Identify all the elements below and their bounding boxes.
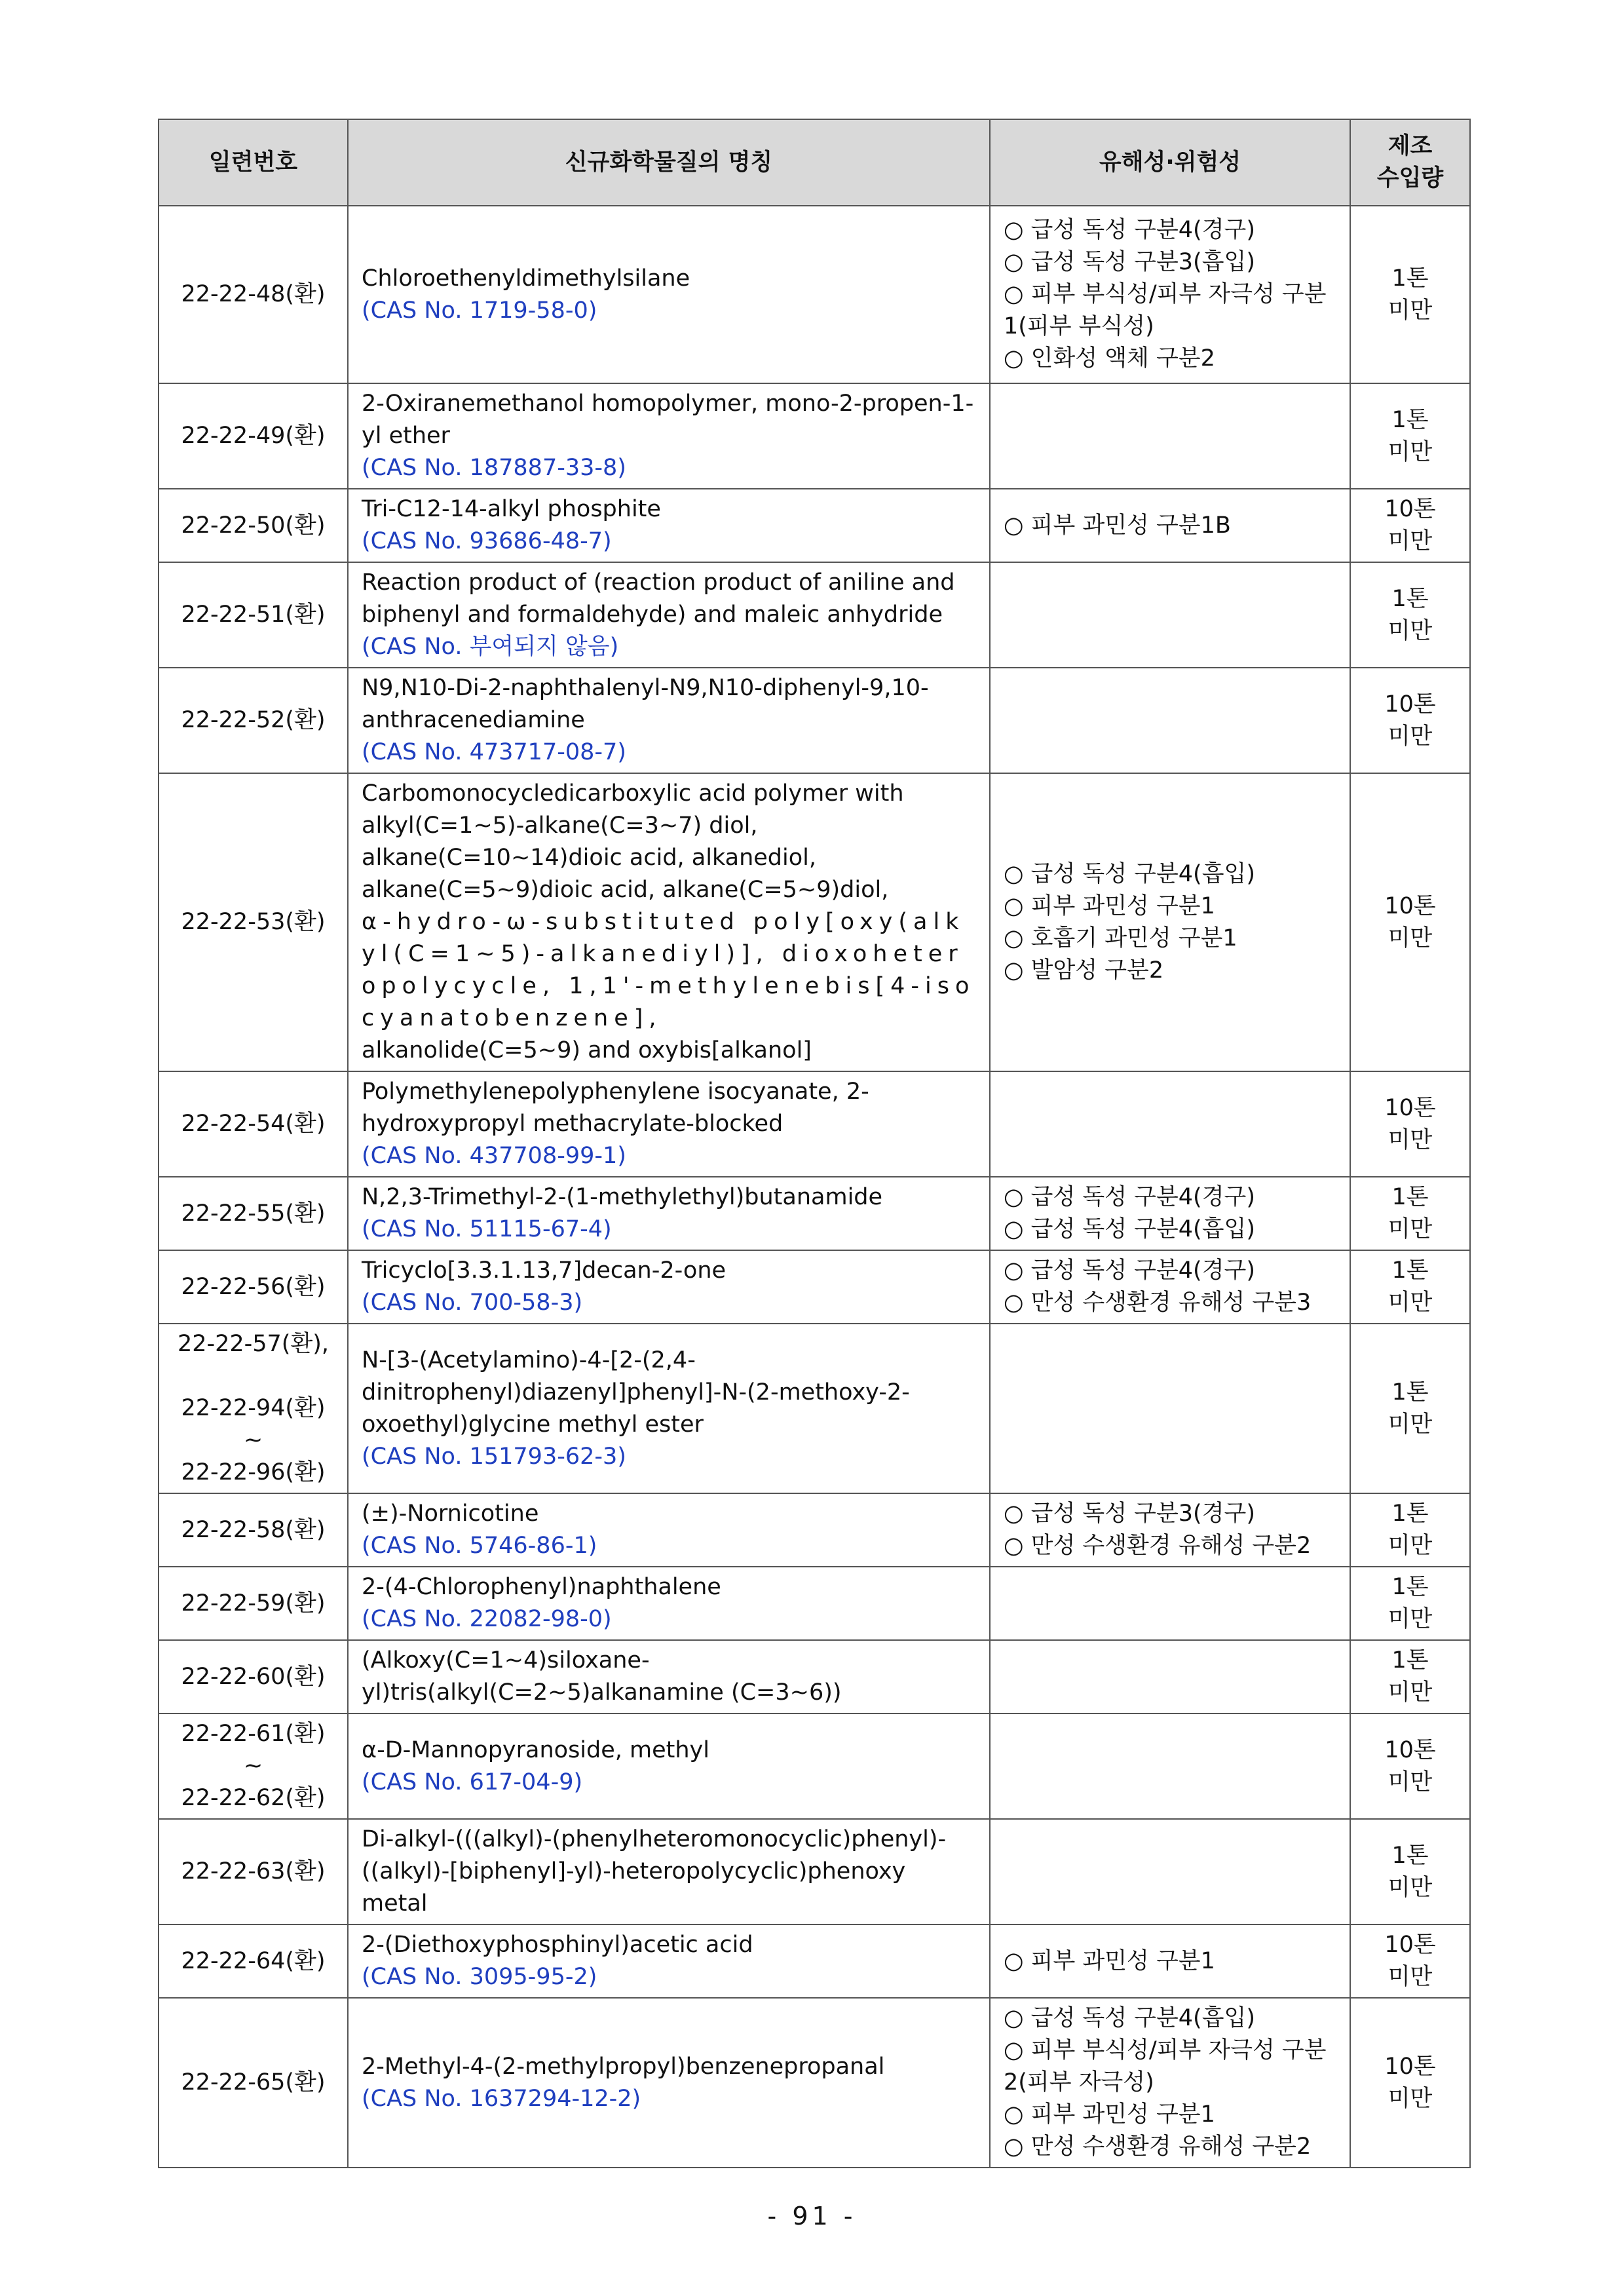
serial-number: 22-22-48(환) (181, 281, 326, 307)
table-row (159, 383, 1470, 489)
quantity-cell (1350, 773, 1470, 1071)
substance-name-cell (348, 1640, 990, 1713)
serial-number: 22-22-49(환) (181, 423, 326, 449)
hazard-cell (990, 1177, 1350, 1250)
table-row (159, 773, 1470, 1071)
substance-name: (±)-Nornicotine (362, 1501, 539, 1527)
serial-cell (159, 1177, 348, 1250)
quantity-value: 10톤 (1384, 691, 1436, 718)
quantity-cell (1350, 1177, 1470, 1250)
hazard-cell (990, 489, 1350, 562)
substance-name: 2-Oxiranemethanol homopolymer, mono-2-propen-1-yl ether (362, 391, 974, 449)
substance-name-cell (348, 1071, 990, 1177)
substance-name: 2-(Diethoxyphosphinyl)acetic acid (362, 1932, 753, 1958)
quantity-value: 미만 (1388, 2085, 1433, 2112)
header-serial: 일련번호 (159, 119, 348, 206)
quantity-value: 1톤 (1391, 1257, 1429, 1284)
cas-number: (CAS No. 1719-58-0) (362, 297, 597, 324)
serial-number (172, 1360, 334, 1392)
quantity-value: 미만 (1388, 723, 1433, 750)
hazard-cell (990, 1071, 1350, 1177)
substance-name-cell (348, 1324, 990, 1493)
hazard-cell (990, 562, 1350, 668)
quantity-value: 10톤 (1384, 1932, 1436, 1958)
page-number: - 91 - (767, 2202, 857, 2230)
substance-name-cell (348, 1567, 990, 1640)
substance-name: α-D-Mannopyranoside, methyl (362, 1736, 709, 1763)
quantity-value: 미만 (1388, 1290, 1433, 1316)
hazard-cell (990, 668, 1350, 773)
quantity-value: 1톤 (1391, 1501, 1429, 1527)
cas-number: (CAS No. 187887-33-8) (362, 455, 626, 481)
quantity-cell (1350, 1924, 1470, 1998)
hazard-cell (990, 1324, 1350, 1493)
quantity-cell (1350, 1493, 1470, 1567)
serial-cell (159, 206, 348, 383)
table-row (159, 1324, 1470, 1493)
quantity-value: 10톤 (1384, 892, 1436, 919)
table-row (159, 1493, 1470, 1567)
substance-name: Chloroethenyldimethylsilane (362, 265, 690, 292)
quantity-cell (1350, 1324, 1470, 1493)
serial-number: 22-22-50(환) (181, 512, 326, 539)
table-row (159, 1640, 1470, 1713)
hazard-item: ○ 급성 독성 구분4(경구) (1004, 217, 1255, 243)
hazard-cell (990, 206, 1350, 383)
header-name: 신규화학물질의 명칭 (348, 119, 990, 206)
serial-cell (159, 668, 348, 773)
table-row (159, 1177, 1470, 1250)
serial-number: 22-22-52(환) (181, 707, 326, 733)
quantity-value: 미만 (1388, 1126, 1433, 1153)
cas-number: (CAS No. 473717-08-7) (362, 739, 626, 765)
cas-number: (CAS No. 437708-99-1) (362, 1143, 626, 1169)
quantity-cell (1350, 1071, 1470, 1177)
table-row (159, 1567, 1470, 1640)
header-hazard: 유해성·위험성 (990, 119, 1350, 206)
substance-name-cell (348, 383, 990, 489)
serial-number: ~ (243, 1753, 263, 1779)
serial-number: 22-22-94(환) (181, 1395, 326, 1421)
serial-number: 22-22-61(환) (181, 1721, 326, 1747)
hazard-item: ○ 피부 부식성/피부 자극성 구분2(피부 자극성) (1004, 2037, 1327, 2095)
hazard-item: ○ 호흡기 과민성 구분1 (1004, 925, 1237, 951)
substance-name-cell (348, 489, 990, 562)
header-qty-line1: 제조 (1388, 133, 1433, 159)
header-qty (1350, 119, 1470, 206)
substance-name: 2-(4-Chlorophenyl)naphthalene (362, 1574, 721, 1600)
serial-cell (159, 562, 348, 668)
quantity-cell (1350, 383, 1470, 489)
substance-name: alkanolide(C=5~9) and oxybis[alkanol] (362, 1037, 812, 1063)
table-row (159, 1071, 1470, 1177)
substance-name-cell (348, 562, 990, 668)
quantity-value: 미만 (1388, 1874, 1433, 1901)
cas-number: (CAS No. 151793-62-3) (362, 1443, 626, 1470)
serial-number: 22-22-51(환) (181, 602, 326, 628)
substance-name: N,2,3-Trimethyl-2-(1-methylethyl)butanamide (362, 1184, 883, 1210)
substance-name-cell (348, 1493, 990, 1567)
table-row (159, 206, 1470, 383)
substance-name: Reaction product of (reaction product of aniline and biphenyl and formaldehyde) and maleic anhydride (362, 569, 955, 628)
serial-cell (159, 489, 348, 562)
quantity-value: 10톤 (1384, 1094, 1436, 1121)
serial-cell (159, 1819, 348, 1924)
serial-number: 22-22-57(환), (177, 1331, 330, 1357)
quantity-cell (1350, 562, 1470, 668)
hazard-item: ○ 피부 부식성/피부 자극성 구분1(피부 부식성) (1004, 281, 1327, 339)
table-row (159, 668, 1470, 773)
substance-name: (Alkoxy(C=1~4)siloxane-yl)tris(alkyl(C=2~5)alkanamine (C=3~6)) (362, 1647, 842, 1706)
hazard-item: ○ 피부 과민성 구분1B (1004, 512, 1231, 539)
hazard-item: ○ 급성 독성 구분3(흡입) (1004, 249, 1255, 275)
hazard-cell (990, 1250, 1350, 1324)
quantity-value: 1톤 (1391, 1184, 1429, 1210)
quantity-cell (1350, 1998, 1470, 2168)
hazard-cell (990, 1640, 1350, 1713)
hazard-item: ○ 만성 수생환경 유해성 구분2 (1004, 1533, 1312, 1559)
quantity-value: 10톤 (1384, 496, 1436, 522)
cas-number: (CAS No. 93686-48-7) (362, 528, 612, 554)
hazard-item: ○ 피부 과민성 구분1 (1004, 1947, 1215, 1974)
serial-number: 22-22-55(환) (181, 1200, 326, 1227)
hazard-item: ○ 발암성 구분2 (1004, 957, 1164, 984)
cas-number: (CAS No. 3095-95-2) (362, 1964, 597, 1990)
quantity-value: 미만 (1388, 1216, 1433, 1242)
substance-name: 2-Methyl-4-(2-methylpropyl)benzenepropanal (362, 2053, 885, 2080)
substance-name-cell (348, 1177, 990, 1250)
cas-number: (CAS No. 1637294-12-2) (362, 2085, 641, 2112)
hazard-item: ○ 급성 독성 구분4(흡입) (1004, 1216, 1255, 1242)
serial-cell (159, 1713, 348, 1819)
header-qty-line2: 수입량 (1376, 165, 1444, 191)
serial-cell (159, 1493, 348, 1567)
serial-cell (159, 1924, 348, 1998)
hazard-cell (990, 1819, 1350, 1924)
hazard-cell (990, 1713, 1350, 1819)
hazard-item: ○ 인화성 액체 구분2 (1004, 345, 1215, 372)
hazard-cell (990, 773, 1350, 1071)
serial-number: 22-22-60(환) (181, 1663, 326, 1690)
table-row (159, 1819, 1470, 1924)
substance-name-cell (348, 1819, 990, 1924)
serial-number: 22-22-54(환) (181, 1111, 326, 1137)
serial-cell (159, 1324, 348, 1493)
cas-number: (CAS No. 51115-67-4) (362, 1216, 612, 1242)
substance-name: Tricyclo[3.3.1.13,7]decan-2-one (362, 1257, 727, 1284)
serial-number: 22-22-58(환) (181, 1516, 326, 1543)
quantity-cell (1350, 1713, 1470, 1819)
serial-cell (159, 1998, 348, 2168)
hazard-cell (990, 1998, 1350, 2168)
serial-number: 22-22-62(환) (181, 1785, 326, 1811)
table-row (159, 1998, 1470, 2168)
serial-number: ~ (243, 1427, 263, 1453)
hazard-item: ○ 피부 과민성 구분1 (1004, 892, 1215, 919)
quantity-value: 1톤 (1391, 585, 1429, 612)
table-header-row (159, 119, 1470, 206)
quantity-value: 1톤 (1391, 406, 1429, 433)
quantity-value: 미만 (1388, 438, 1433, 465)
quantity-value: 1톤 (1391, 1574, 1429, 1600)
hazard-cell (990, 1924, 1350, 1998)
table-row (159, 562, 1470, 668)
serial-cell (159, 1071, 348, 1177)
substance-name-cell (348, 668, 990, 773)
substance-name: Di-alkyl-(((alkyl)-(phenylheteromonocyclic)phenyl)-((alkyl)-[biphenyl]-yl)-heteropolycyclic)phenoxy metal (362, 1826, 947, 1917)
quantity-value: 10톤 (1384, 2053, 1436, 2080)
substance-name: N9,N10-Di-2-naphthalenyl-N9,N10-diphenyl-9,10-anthracenediamine (362, 675, 929, 733)
serial-number: 22-22-65(환) (181, 2069, 326, 2095)
serial-number: 22-22-56(환) (181, 1273, 326, 1300)
cas-number: (CAS No. 22082-98-0) (362, 1606, 612, 1632)
quantity-value: 1톤 (1391, 1379, 1429, 1406)
quantity-cell (1350, 1640, 1470, 1713)
hazard-item: ○ 급성 독성 구분4(흡입) (1004, 2005, 1255, 2031)
hazard-item: ○ 급성 독성 구분4(흡입) (1004, 860, 1255, 887)
serial-cell (159, 773, 348, 1071)
serial-cell (159, 1250, 348, 1324)
substance-name-cell (348, 1250, 990, 1324)
cas-number: (CAS No. 부여되지 않음) (362, 634, 619, 660)
quantity-value: 미만 (1388, 528, 1433, 554)
hazard-item: ○ 급성 독성 구분4(경구) (1004, 1257, 1255, 1284)
substance-name-cell (348, 1713, 990, 1819)
quantity-value: 미만 (1388, 1679, 1433, 1706)
substance-name-cell (348, 1924, 990, 1998)
quantity-cell (1350, 489, 1470, 562)
table-row (159, 1250, 1470, 1324)
hazard-item: ○ 급성 독성 구분4(경구) (1004, 1184, 1255, 1210)
serial-number: 22-22-59(환) (181, 1590, 326, 1617)
quantity-value: 미만 (1388, 925, 1433, 951)
substance-name: N-[3-(Acetylamino)-4-[2-(2,4-dinitrophenyl)diazenyl]phenyl]-N-(2-methoxy-2-oxoethyl)glycine methyl ester (362, 1347, 910, 1438)
quantity-value: 10톤 (1384, 1736, 1436, 1763)
substance-name: α-hydro-ω-substituted poly[oxy(alkyl(C=1~5)-alkanediyl)], dioxoheteropolycycle, 1,1'-methylenebis[4-isocyanatobenzene], (362, 909, 975, 1031)
substance-name-cell (348, 1998, 990, 2168)
hazard-item: ○ 만성 수생환경 유해성 구분3 (1004, 1290, 1312, 1316)
cas-number: (CAS No. 617-04-9) (362, 1769, 583, 1795)
quantity-value: 1톤 (1391, 1647, 1429, 1674)
table-row (159, 489, 1470, 562)
quantity-cell (1350, 1250, 1470, 1324)
quantity-cell (1350, 1567, 1470, 1640)
cas-number: (CAS No. 700-58-3) (362, 1290, 583, 1316)
serial-number: 22-22-96(환) (181, 1459, 326, 1485)
table-body (159, 206, 1470, 2168)
quantity-value: 미만 (1388, 297, 1433, 324)
table-row (159, 1924, 1470, 1998)
substance-name-cell (348, 206, 990, 383)
cas-number: (CAS No. 5746-86-1) (362, 1533, 597, 1559)
quantity-cell (1350, 206, 1470, 383)
quantity-value: 미만 (1388, 1769, 1433, 1795)
hazard-cell (990, 383, 1350, 489)
serial-cell (159, 1640, 348, 1713)
hazard-item: ○ 급성 독성 구분3(경구) (1004, 1501, 1255, 1527)
quantity-value: 1톤 (1391, 265, 1429, 292)
hazard-item: ○ 피부 과민성 구분1 (1004, 2101, 1215, 2128)
quantity-value: 미만 (1388, 617, 1433, 644)
serial-number: 22-22-53(환) (181, 909, 326, 935)
hazard-item: ○ 만성 수생환경 유해성 구분2 (1004, 2133, 1312, 2160)
serial-cell (159, 383, 348, 489)
quantity-cell (1350, 1819, 1470, 1924)
quantity-value: 미만 (1388, 1533, 1433, 1559)
substance-name: Polymethylenepolyphenylene isocyanate, 2-hydroxypropyl methacrylate-blocked (362, 1079, 869, 1137)
hazard-cell (990, 1567, 1350, 1640)
substance-name: Carbomonocycledicarboxylic acid polymer with alkyl(C=1~5)-alkane(C=3~7) diol, alkane(C=10~14)dioic acid, alkanediol, alkane(C=5~9)dioic acid, alkane(C=5~9)diol, (362, 780, 904, 903)
substance-name-cell (348, 773, 990, 1071)
serial-number: 22-22-63(환) (181, 1858, 326, 1885)
substance-name: Tri-C12-14-alkyl phosphite (362, 496, 661, 522)
serial-cell (159, 1567, 348, 1640)
serial-number: 22-22-64(환) (181, 1947, 326, 1974)
quantity-cell (1350, 668, 1470, 773)
hazard-cell (990, 1493, 1350, 1567)
quantity-value: 미만 (1388, 1411, 1433, 1438)
quantity-value: 미만 (1388, 1964, 1433, 1990)
quantity-value: 미만 (1388, 1606, 1433, 1632)
table-row (159, 1713, 1470, 1819)
quantity-value: 1톤 (1391, 1842, 1429, 1869)
chemical-registry-table (158, 119, 1471, 2168)
